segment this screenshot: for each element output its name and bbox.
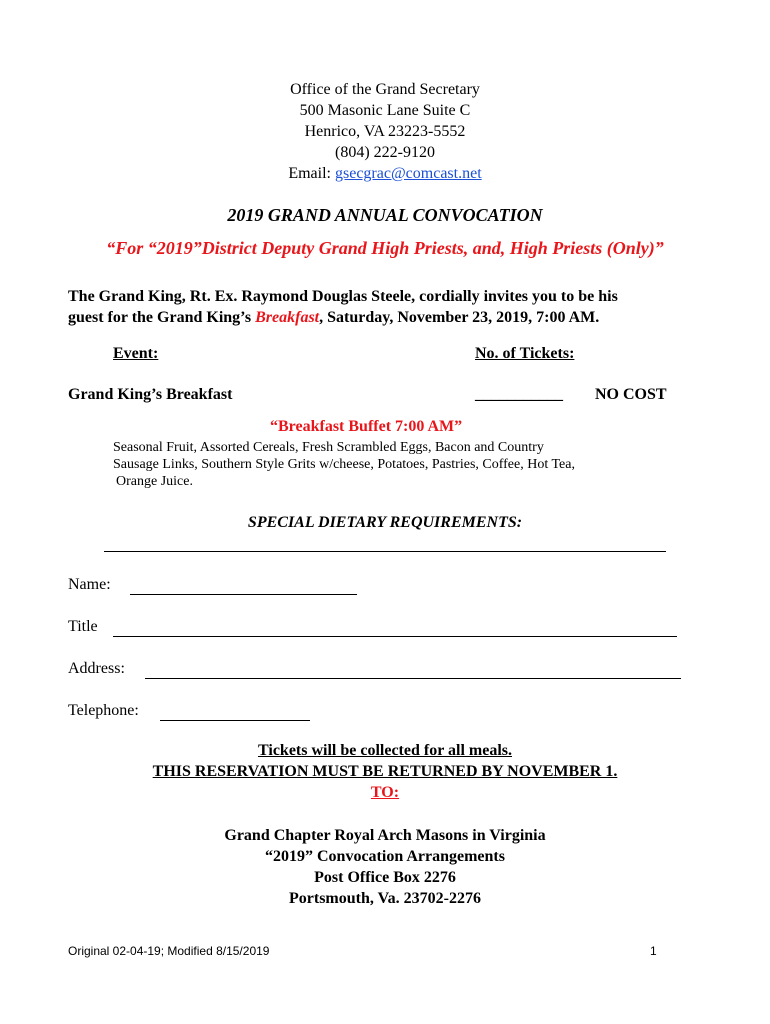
- invitation-line-1: The Grand King, Rt. Ex. Raymond Douglas Steele, cordially invites you to be his: [68, 288, 618, 305]
- title-field[interactable]: [113, 636, 677, 637]
- email-label: Email:: [288, 165, 335, 182]
- return-address-line-2: “2019” Convocation Arrangements: [265, 848, 505, 865]
- dietary-line[interactable]: [104, 551, 666, 552]
- address-field[interactable]: [145, 678, 681, 679]
- header-line-street: 500 Masonic Lane Suite C: [299, 102, 471, 119]
- tickets-collected-notice: Tickets will be collected for all meals.: [257, 742, 513, 759]
- header-line-email: [0, 163, 770, 184]
- return-address-block: [0, 825, 770, 909]
- invitation-text: guest for the Grand King’s: [68, 309, 256, 326]
- breakfast-emphasis: Breakfast: [255, 309, 320, 326]
- menu-line-1: Seasonal Fruit, Assorted Cereals, Fresh Scrambled Eggs, Bacon and Country: [113, 440, 544, 455]
- cost-label: NO COST: [595, 386, 667, 403]
- return-address-line-4: Portsmouth, Va. 23702-2276: [288, 890, 481, 907]
- invitation-line-2: [68, 307, 708, 328]
- telephone-field[interactable]: [160, 720, 310, 721]
- invitation-paragraph: [68, 286, 708, 328]
- return-address-line-1: Grand Chapter Royal Arch Masons in Virginia: [224, 827, 546, 844]
- tickets-blank[interactable]: ___________: [475, 386, 563, 403]
- name-label: Name:: [68, 576, 111, 593]
- header-line-city: Henrico, VA 23223-5552: [304, 123, 466, 140]
- page-number: 1: [650, 944, 657, 958]
- name-field[interactable]: [130, 594, 357, 595]
- header-line-office: Office of the Grand Secretary: [290, 81, 480, 98]
- title-label: Title: [68, 618, 98, 635]
- document-subtitle: “For “2019”District Deputy Grand High Priests, and, High Priests (Only)”: [106, 238, 664, 258]
- dietary-heading: SPECIAL DIETARY REQUIREMENTS:: [247, 514, 523, 531]
- tickets-column-header: No. of Tickets:: [475, 345, 575, 362]
- return-deadline-notice: THIS RESERVATION MUST BE RETURNED BY NOVEMBER 1.: [152, 763, 618, 780]
- event-column-header: Event:: [113, 345, 159, 362]
- telephone-label: Telephone:: [68, 702, 139, 719]
- menu-line-3: Orange Juice.: [116, 474, 193, 489]
- buffet-heading: “Breakfast Buffet 7:00 AM”: [270, 418, 463, 435]
- email-link[interactable]: gsecgrac@comcast.net: [334, 165, 482, 182]
- address-label: Address:: [68, 660, 125, 677]
- return-address-line-3: Post Office Box 2276: [314, 869, 456, 886]
- invitation-date: , Saturday, November 23, 2019, 7:00 AM.: [319, 309, 600, 326]
- header-address-block: [0, 79, 770, 184]
- event-name: Grand King’s Breakfast: [68, 386, 233, 403]
- menu-description: [113, 439, 673, 490]
- menu-line-2: Sausage Links, Southern Style Grits w/cheese, Potatoes, Pastries, Coffee, Hot Tea,: [113, 457, 575, 472]
- to-label: TO:: [370, 784, 400, 801]
- header-line-phone: (804) 222-9120: [335, 144, 435, 161]
- document-title: 2019 GRAND ANNUAL CONVOCATION: [227, 205, 543, 225]
- footer-revision-note: Original 02-04-19; Modified 8/15/2019: [68, 944, 270, 958]
